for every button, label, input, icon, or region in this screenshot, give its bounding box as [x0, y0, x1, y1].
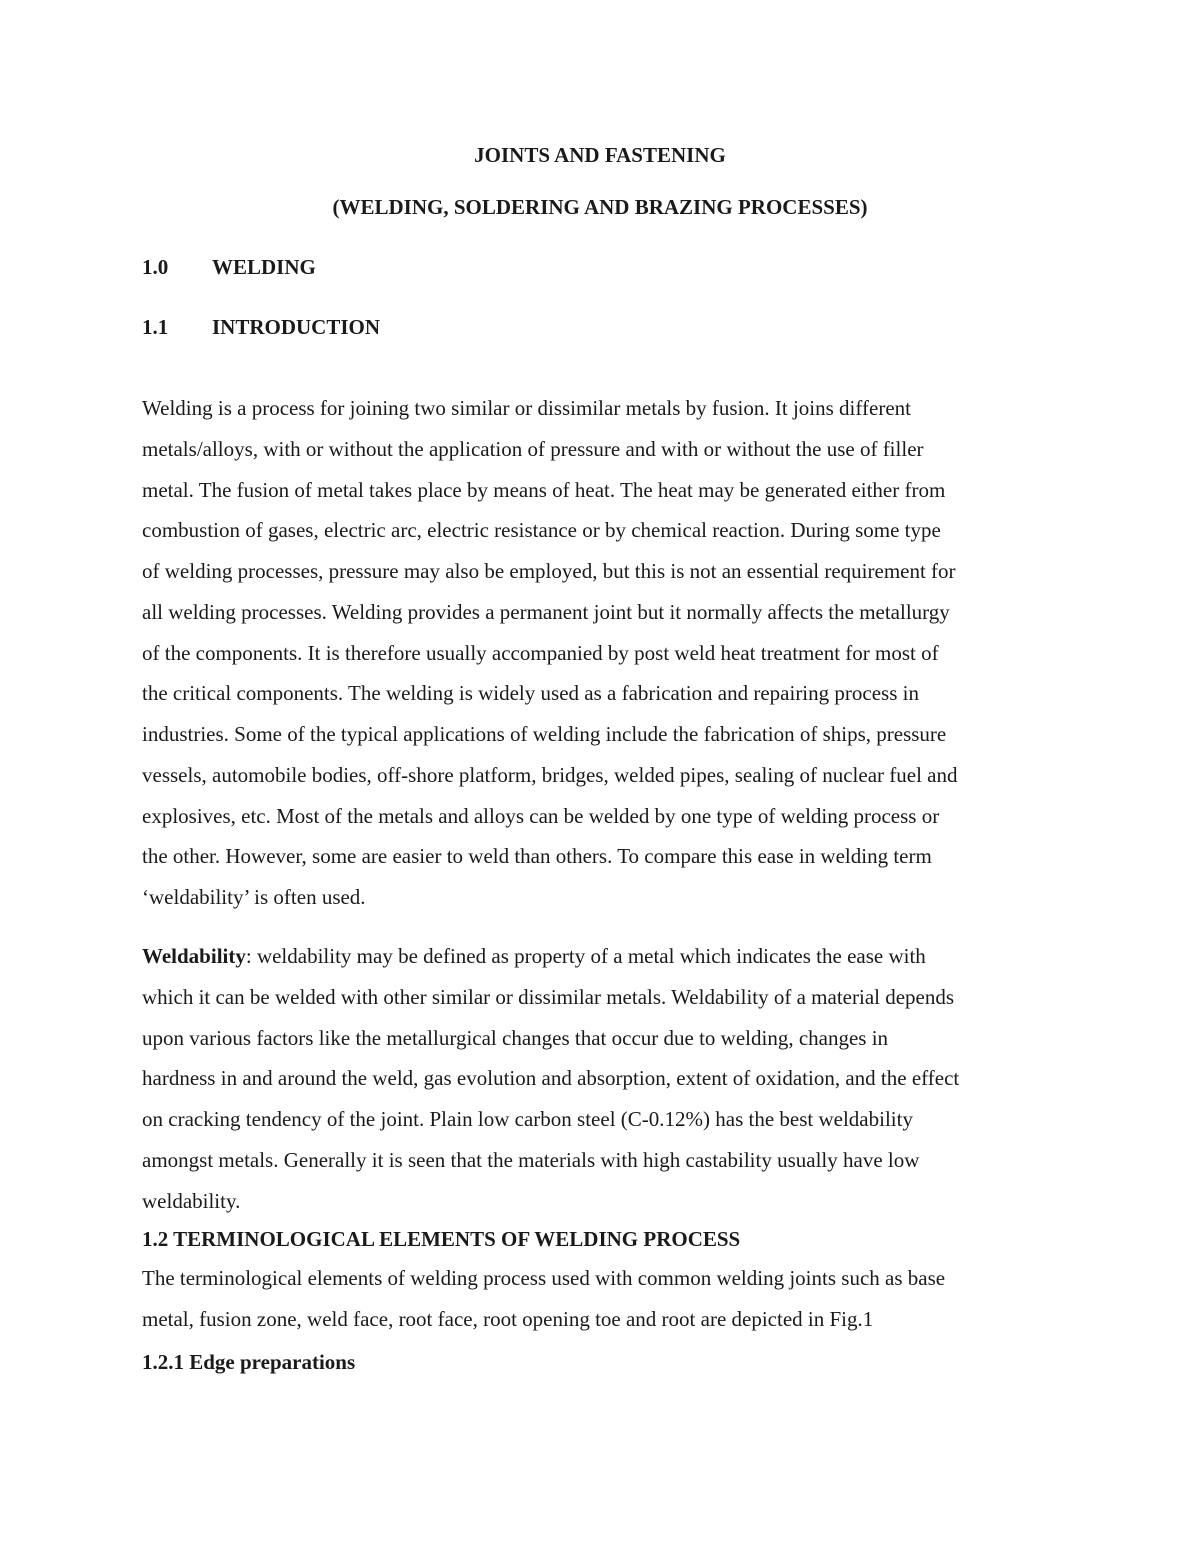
text-line: of the components. It is therefore usually accompanied by post weld heat treatment for most of [142, 640, 939, 665]
text-line: hardness in and around the weld, gas evolution and absorption, extent of oxidation, and the effect [142, 1066, 960, 1091]
text-line: ‘weldability’ is often used. [142, 885, 366, 909]
section-heading-introduction [142, 315, 380, 340]
text-line: amongst metals. Generally it is seen that the materials with high castability usually have low [142, 1147, 920, 1172]
document-title: JOINTS AND FASTENING [474, 143, 726, 167]
document-subtitle: (WELDING, SOLDERING AND BRAZING PROCESSES) [332, 195, 868, 219]
section-heading-terminology: 1.2 TERMINOLOGICAL ELEMENTS OF WELDING PROCESS [142, 1227, 741, 1251]
text-line: upon various factors like the metallurgical changes that occur due to welding, changes in [142, 1025, 889, 1050]
text-line: of welding processes, pressure may also be employed, but this is not an essential requirement for [142, 559, 956, 583]
weldability-term: Weldability [142, 944, 246, 968]
intro-paragraph [142, 388, 1062, 918]
text-line: The terminological elements of welding process used with common welding joints such as base [142, 1266, 946, 1290]
text-line: vessels, automobile bodies, off-shore platform, bridges, welded pipes, sealing of nuclear fuel and [142, 762, 958, 787]
section-label: INTRODUCTION [212, 315, 381, 339]
section-label: WELDING [212, 255, 316, 279]
section-number: 1.0 [142, 255, 169, 279]
text-line: the critical components. The welding is widely used as a fabrication and repairing process in [142, 681, 919, 706]
text-line: metals/alloys, with or without the application of pressure and with or without the use of filler [142, 436, 924, 461]
weldability-definition: : weldability may be defined as property of a metal which indicates the ease with [245, 944, 926, 968]
terminology-paragraph [142, 1258, 1062, 1340]
weldability-paragraph [142, 936, 1062, 1221]
text-line: combustion of gases, electric arc, electric resistance or by chemical reaction. During some type [142, 518, 941, 543]
text-line: metal. The fusion of metal takes place by means of heat. The heat may be generated either from [142, 477, 946, 502]
text-line: metal, fusion zone, weld face, root face, root opening toe and root are depicted in Fig.1 [142, 1306, 874, 1331]
text-line: which it can be welded with other similar or dissimilar metals. Weldability of a material depends [142, 984, 955, 1009]
text-line: the other. However, some are easier to weld than others. To compare this ease in welding term [142, 844, 932, 869]
section-heading-edge-preparations: 1.2.1 Edge preparations [142, 1350, 356, 1374]
text-line: explosives, etc. Most of the metals and alloys can be welded by one type of welding process or [142, 803, 940, 828]
text-line: industries. Some of the typical applications of welding include the fabrication of ships, pressure [142, 722, 947, 746]
text-line [142, 936, 1062, 977]
section-number: 1.1 [142, 315, 169, 339]
text-line: Welding is a process for joining two similar or dissimilar metals by fusion. It joins different [142, 396, 911, 420]
section-heading-welding [142, 255, 316, 280]
text-line: weldability. [142, 1188, 241, 1213]
text-line: on cracking tendency of the joint. Plain low carbon steel (C-0.12%) has the best weldability [142, 1107, 913, 1131]
text-line: all welding processes. Welding provides a permanent joint but it normally affects the metallurgy [142, 599, 950, 624]
